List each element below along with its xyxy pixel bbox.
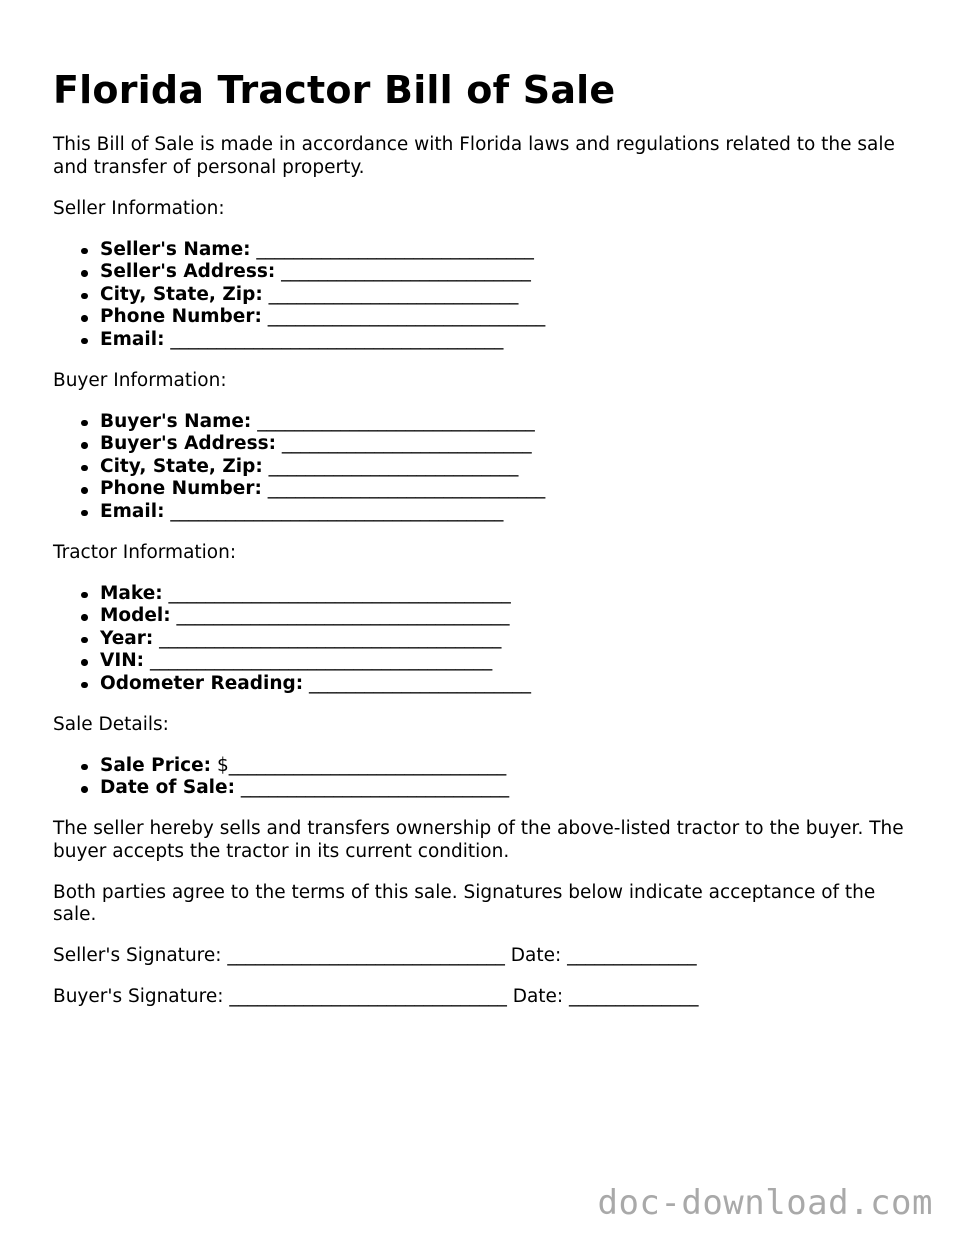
tractor-make-field xyxy=(100,583,913,606)
field-label: VIN: xyxy=(100,650,145,671)
field-blank: ______________________________ xyxy=(256,238,534,260)
field-blank: ____________________________________ xyxy=(170,328,504,350)
field-label: Sale Price: xyxy=(100,754,212,776)
sale-price-field xyxy=(100,755,913,778)
field-label: Make: xyxy=(100,582,163,604)
sale-heading: Sale Details: xyxy=(53,713,169,735)
buyer-city-state-zip-field xyxy=(100,456,913,479)
seller-city-state-zip-field xyxy=(100,284,913,307)
field-blank: $______________________________ xyxy=(216,754,507,776)
transfer-paragraph: The seller hereby sells and transfers ownership of the above-listed tractor to the buyer. The buyer accepts the tractor in its current condition. xyxy=(53,818,904,862)
field-label: Email: xyxy=(100,328,165,350)
field-label: Seller's Address: xyxy=(100,261,276,282)
tractor-year-field xyxy=(100,628,913,651)
field-blank: ________________________ xyxy=(309,672,532,694)
document-title: Florida Tractor Bill of Sale xyxy=(53,68,616,112)
seller-signature-line: Seller's Signature: ______________________________ Date: ______________ xyxy=(53,945,697,966)
buyer-phone-field xyxy=(100,478,913,501)
field-label: City, State, Zip: xyxy=(100,283,263,305)
tractor-heading: Tractor Information: xyxy=(53,541,237,563)
seller-email-field xyxy=(100,329,913,352)
field-label: City, State, Zip: xyxy=(100,455,263,477)
buyer-name-field xyxy=(100,411,913,434)
seller-heading: Seller Information: xyxy=(53,197,225,219)
field-blank: ______________________________ xyxy=(257,410,535,432)
field-blank: _____________________________________ xyxy=(159,627,502,649)
tractor-model-field xyxy=(100,605,913,628)
agreement-paragraph: Both parties agree to the terms of this sale. Signatures below indicate acceptance of the sale. xyxy=(53,881,876,925)
buyer-heading: Buyer Information: xyxy=(53,369,227,391)
seller-phone-field xyxy=(100,306,913,329)
field-blank: ___________________________ xyxy=(268,455,519,477)
field-blank: ___________________________ xyxy=(281,261,531,282)
tractor-vin-field xyxy=(100,650,913,673)
field-label: Buyer's Address: xyxy=(100,433,277,454)
tractor-odometer-field xyxy=(100,673,913,696)
field-blank: ______________________________ xyxy=(267,306,546,327)
field-label: Phone Number: xyxy=(100,478,262,499)
buyer-email-field xyxy=(100,501,913,524)
buyer-signature-line: Buyer's Signature: ______________________________ Date: ______________ xyxy=(53,986,699,1007)
field-label: Date of Sale: xyxy=(100,777,235,798)
seller-field-list xyxy=(53,239,913,352)
buyer-address-field xyxy=(100,433,913,456)
field-label: Odometer Reading: xyxy=(100,672,304,694)
seller-address-field xyxy=(100,261,913,284)
field-label: Model: xyxy=(100,605,171,626)
field-label: Buyer's Name: xyxy=(100,410,252,432)
bill-of-sale-document xyxy=(53,66,913,1027)
field-label: Seller's Name: xyxy=(100,238,251,260)
intro-paragraph: This Bill of Sale is made in accordance with Florida laws and regulations related to the sale and transfer of personal property. xyxy=(53,134,895,178)
sale-field-list xyxy=(53,755,913,800)
field-blank: ___________________________ xyxy=(268,283,519,305)
field-blank: ____________________________________ xyxy=(170,500,504,522)
watermark: doc-download.com xyxy=(597,1183,933,1223)
sale-date-field xyxy=(100,777,913,800)
field-label: Year: xyxy=(100,627,154,649)
field-blank: _____________________________________ xyxy=(168,582,511,604)
field-blank: ____________________________________ xyxy=(176,605,510,626)
field-label: Phone Number: xyxy=(100,306,262,327)
field-blank: ___________________________ xyxy=(281,433,532,454)
field-label: Email: xyxy=(100,500,165,522)
seller-name-field xyxy=(100,239,913,262)
field-blank: _____________________________ xyxy=(240,777,510,798)
field-blank: _____________________________________ xyxy=(149,650,493,671)
buyer-field-list xyxy=(53,411,913,524)
tractor-field-list xyxy=(53,583,913,696)
field-blank: ______________________________ xyxy=(267,478,546,499)
